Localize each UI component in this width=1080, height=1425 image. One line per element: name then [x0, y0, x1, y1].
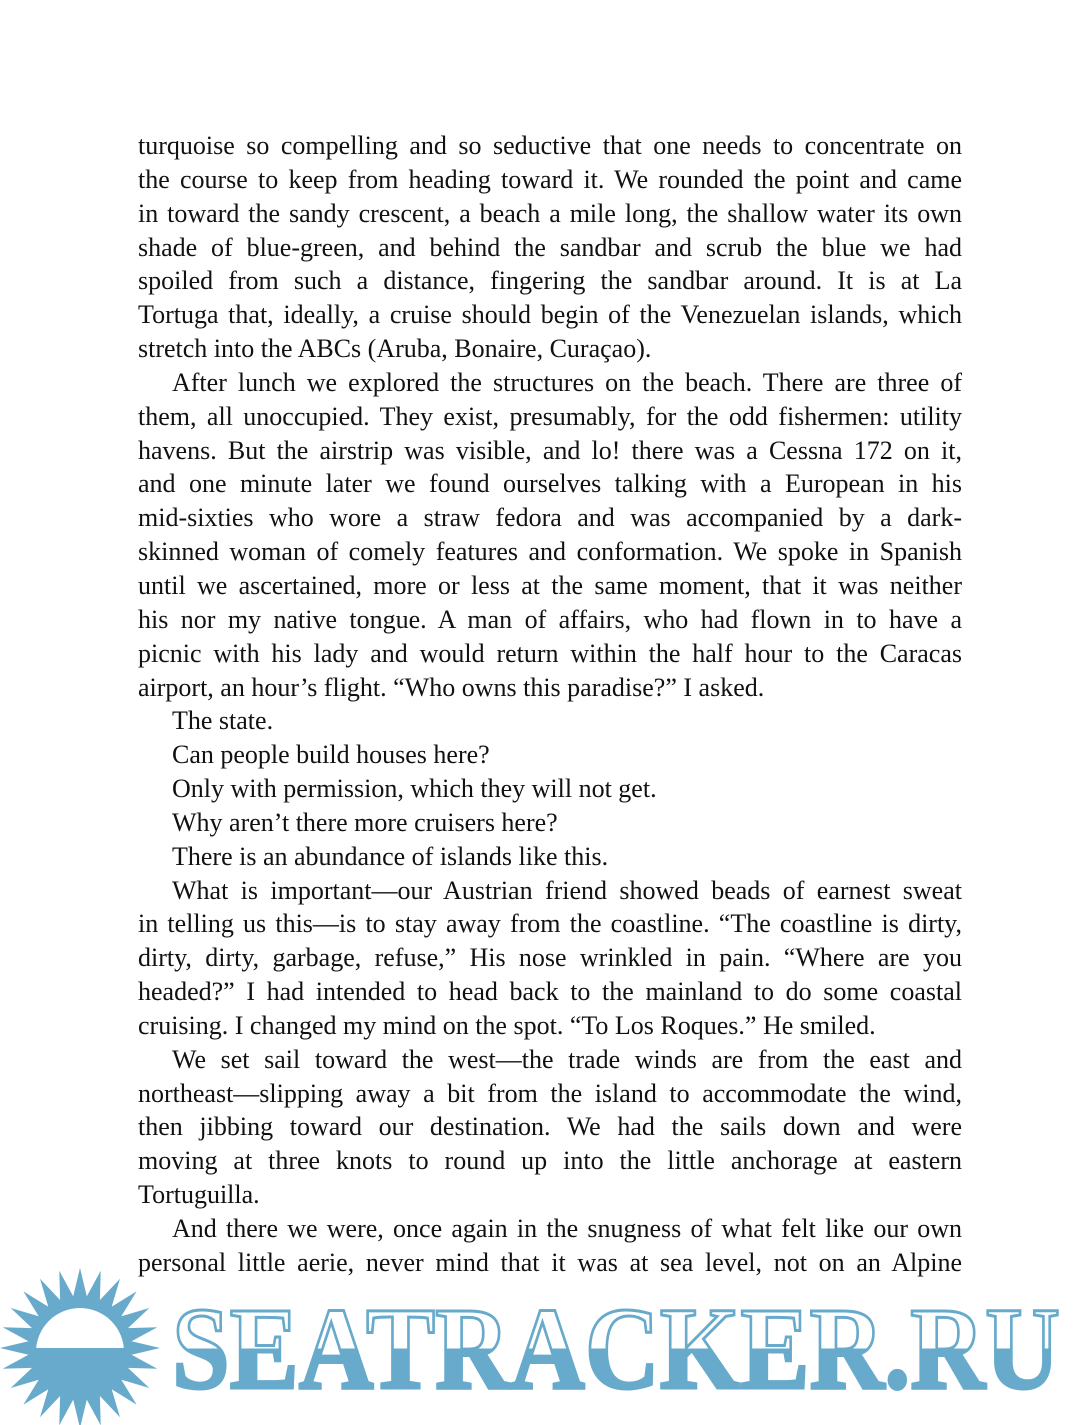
text-line: mid-sixties who wore a straw fedora and was accompanied by a dark- [138, 503, 962, 533]
text-line: After lunch we explored the structures on the beach. There are three of [172, 367, 962, 397]
text-line: shade of blue-green, and behind the sandbar and scrub the blue we had [138, 232, 962, 262]
text-line: until we ascertained, more or less at the same moment, that it was neither [138, 570, 962, 600]
text-line: cruising. I changed my mind on the spot. “To Los Roques.” He smiled. [138, 1010, 876, 1040]
text-line: personal little aerie, never mind that it was at sea level, not on an Alpine [138, 1247, 962, 1277]
watermark-text: SEATRACKER.RU [172, 1283, 1060, 1414]
text-line: picnic with his lady and would return within the half hour to the Caracas [138, 638, 962, 668]
page-body-text [138, 129, 962, 1280]
text-line: spoiled from such a distance, fingering the sandbar around. It is at La [138, 266, 962, 296]
text-line: then jibbing toward our destination. We had the sails down and were [138, 1112, 962, 1142]
seatracker-watermark [0, 1262, 1080, 1425]
text-line: airport, an hour’s flight. “Who owns this paradise?” I asked. [138, 672, 765, 702]
text-line: his nor my native tongue. A man of affairs, who had flown in to have a [138, 604, 962, 634]
sun-logo-icon [0, 1268, 160, 1425]
text-line: And there we were, once again in the snugness of what felt like our own [172, 1214, 962, 1243]
text-line: the course to keep from heading toward it. We rounded the point and came [138, 164, 962, 194]
text-line: turquoise so compelling and so seductive that one needs to concentrate on [138, 131, 962, 160]
text-line: We set sail toward the west—the trade winds are from the east and [172, 1044, 962, 1074]
text-line: Can people build houses here? [172, 740, 490, 770]
text-line: What is important—our Austrian friend showed beads of earnest sweat [172, 875, 962, 905]
text-line: skinned woman of comely features and conformation. We spoke in Spanish [138, 537, 962, 567]
text-line: northeast—slipping away a bit from the island to accommodate the wind, [138, 1078, 962, 1108]
text-line: moving at three knots to round up into the little anchorage at eastern [138, 1146, 962, 1176]
text-line: The state. [172, 706, 274, 736]
text-line: Tortuguilla. [138, 1180, 260, 1210]
text-line: and one minute later we found ourselves talking with a European in his [138, 469, 962, 499]
text-line: stretch into the ABCs (Aruba, Bonaire, Curaçao). [138, 334, 652, 364]
text-line: Why aren’t there more cruisers here? [172, 807, 558, 837]
text-line: dirty, dirty, garbage, refuse,” His nose wrinkled in pain. “Where are you [138, 943, 962, 973]
text-line: Only with permission, which they will not get. [172, 774, 657, 804]
text-line: them, all unoccupied. They exist, presumably, for the odd fishermen: utility [138, 401, 962, 431]
text-line: havens. But the airstrip was visible, and lo! there was a Cessna 172 on it, [138, 435, 962, 465]
text-line: There is an abundance of islands like this. [172, 841, 609, 871]
text-line: headed?” I had intended to head back to the mainland to do some coastal [138, 977, 962, 1007]
text-line: in telling us this—is to stay away from the coastline. “The coastline is dirty, [138, 909, 962, 939]
text-line: in toward the sandy crescent, a beach a mile long, the shallow water its own [138, 198, 962, 228]
text-line: Tortuga that, ideally, a cruise should begin of the Venezuelan islands, which [138, 300, 962, 330]
